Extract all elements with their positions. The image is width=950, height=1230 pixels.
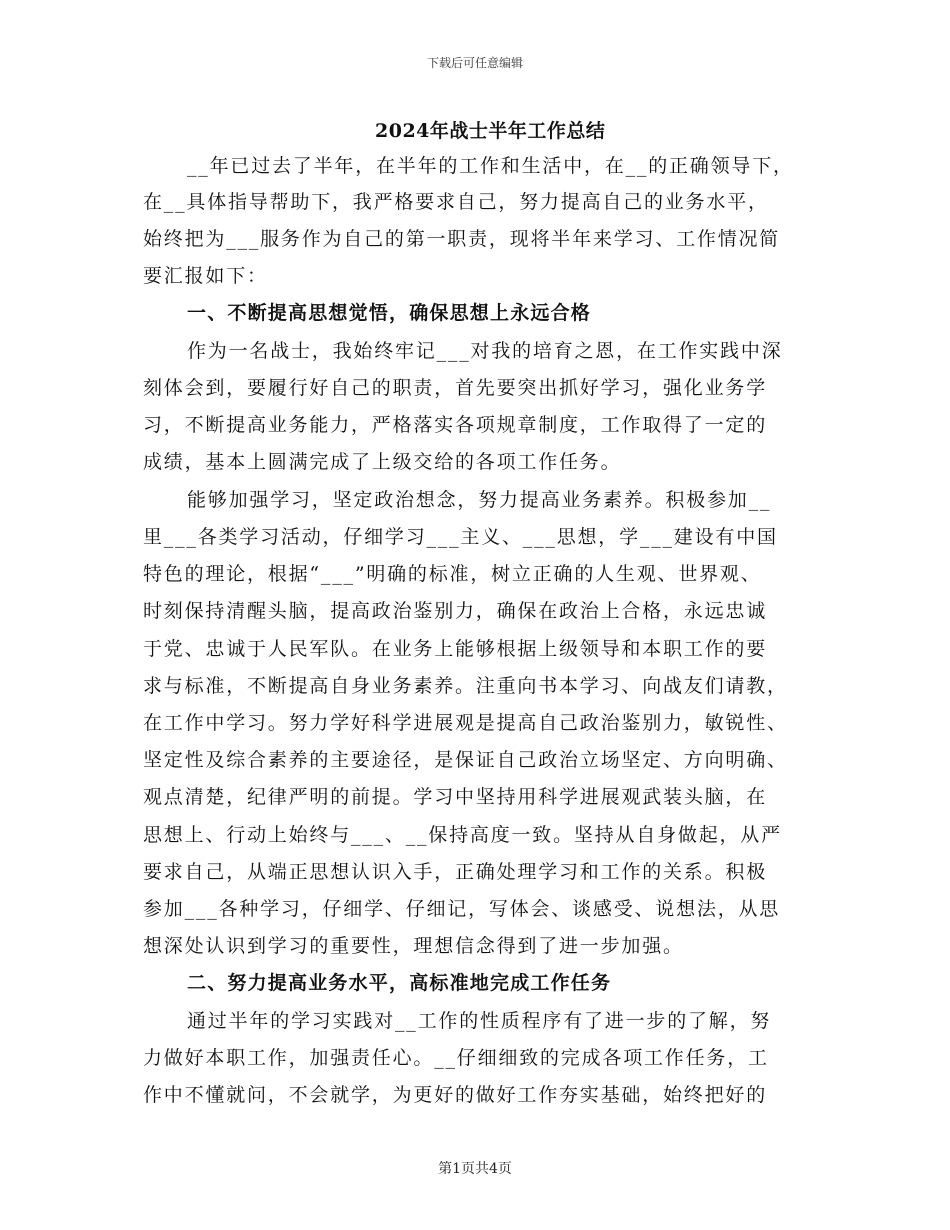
- paragraph-line: 在__具体指导帮助下，我严格要求自己，努力提高自己的业务水平，: [143, 191, 769, 213]
- paragraph-line: 习，不断提高业务能力，严格落实各项规章制度，工作取得了一定的: [143, 414, 768, 436]
- paragraph-line: 要汇报如下：: [143, 265, 268, 287]
- page-number-footer: 第1页共4页: [438, 1161, 512, 1177]
- paragraph-line: 刻体会到，要履行好自己的职责，首先要突出抓好学习，强化业务学: [143, 377, 768, 399]
- paragraph-line: 想深处认识到学习的重要性，理想信念得到了进一步加强。: [143, 935, 684, 957]
- paragraph-line: 始终把为___服务作为自己的第一职责，现将半年来学习、工作情况简: [143, 228, 781, 250]
- paragraph-line: 参加___各种学习，仔细学、仔细记，写体会、谈感受、说想法，从思: [143, 898, 781, 920]
- paragraph-line: 作为一名战士，我始终牢记___对我的培育之恩，在工作实践中深: [187, 340, 783, 362]
- paragraph-line: 力做好本职工作，加强责任心。__仔细细致的完成各项工作任务，工: [143, 1047, 769, 1069]
- paragraph-line: 坚定性及综合素养的主要途径，是保证自己政治立场坚定、方向明确、: [143, 749, 788, 771]
- paragraph-line: 思想上、行动上始终与___、__保持高度一致。坚持从自身做起，从严: [143, 824, 782, 846]
- paragraph-line: 求与标准，不断提高自身业务素养。注重向书本学习、向战友们请教，: [143, 675, 788, 697]
- section-heading-2: 二、努力提高业务水平，高标准地完成工作任务: [187, 972, 612, 994]
- section-heading-1: 一、不断提高思想觉悟，确保思想上永远合格: [187, 302, 592, 324]
- paragraph-line: 要求自己，从端正思想认识入手，正确处理学习和工作的关系。积极: [143, 861, 768, 883]
- paragraph-line: 在工作中学习。努力学好科学进展观是提高自己政治鉴别力，敏锐性、: [143, 712, 788, 734]
- paragraph-line: 成绩，基本上圆满完成了上级交给的各项工作任务。: [143, 451, 622, 473]
- paragraph-line: 时刻保持清醒头脑，提高政治鉴别力，确保在政治上合格，永远忠诚: [143, 600, 768, 622]
- paragraph-line: 于党、忠诚于人民军队。在业务上能够根据上级领导和本职工作的要: [143, 638, 768, 660]
- paragraph-line: 能够加强学习，坚定政治想念，努力提高业务素养。积极参加__: [187, 489, 772, 511]
- header-note: 下载后可任意编辑: [426, 56, 523, 70]
- document-title: 2024年战士半年工作总结: [375, 120, 606, 142]
- paragraph-line: 里___各类学习活动，仔细学习___主义、___思想，学___建设有中国: [143, 526, 778, 548]
- paragraph-line: 通过半年的学习实践对__工作的性质程序有了进一步的了解，努: [187, 1010, 772, 1032]
- paragraph-line: __年已过去了半年，在半年的工作和生活中，在__的正确领导下，: [187, 155, 794, 177]
- paragraph-line: 观点清楚，纪律严明的前提。学习中坚持用科学进展观武装头脑，在: [143, 786, 768, 808]
- paragraph-line: 特色的理论，根据“___”明确的标准，树立正确的人生观、世界观、: [143, 563, 762, 585]
- paragraph-line: 作中不懂就问，不会就学，为更好的做好工作夯实基础，始终把好的: [143, 1084, 768, 1106]
